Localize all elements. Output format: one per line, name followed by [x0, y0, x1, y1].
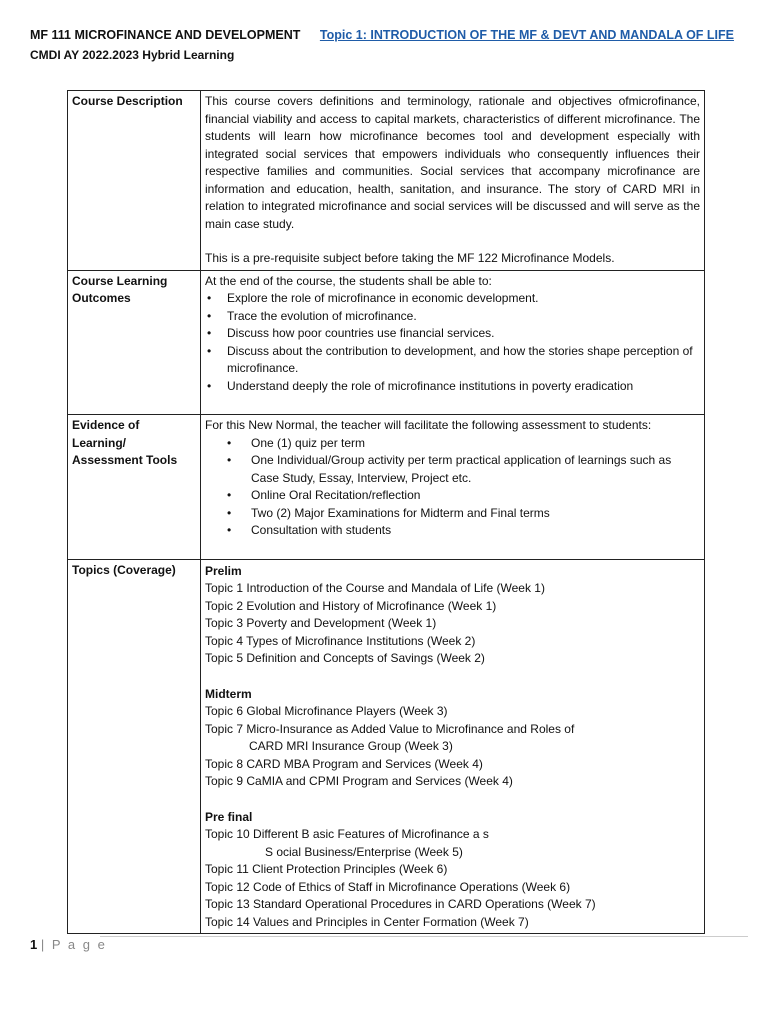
list-item: • Discuss about the contribution to development, and how the stories shape perception of microfinance.	[205, 343, 700, 378]
topic-item: Topic 12 Code of Ethics of Staff in Microfinance Operations (Week 6)	[205, 879, 571, 894]
assessment-intro: For this New Normal, the teacher will facilitate the following assessment to students:	[205, 418, 652, 432]
learning-outcomes-cell	[201, 270, 705, 415]
topic-item: Topic 13 Standard Operational Procedures in CARD Operations (Week 7)	[205, 897, 596, 911]
topic-item: Topic 5 Definition and Concepts of Savings (Week 2)	[205, 651, 485, 665]
document-header	[30, 28, 734, 62]
label-course-description: Course Description	[68, 91, 201, 271]
outcomes-intro: At the end of the course, the students shall be able to:	[205, 273, 492, 288]
prelim-heading: Prelim	[205, 563, 242, 578]
topic-item: Topic 10 Different B asic Features of Microfinance a s	[205, 827, 489, 841]
course-description-text: This course covers definitions and terminology, rationale and objectives ofmicrofinance, financial viability and access to capital markets, characteristics of different microfinance. The students will learn how microfinance becomes tool and development especially with integrated social services that empowers individuals who consequently influences their respective families and communities. Social services that accompany microfinance are information and education, health, sanitation, and insurance. The story of CARD MRI in relation to integrated microfinance and social services will be discussed and will serve as the main case study.	[205, 94, 700, 231]
list-item: • Discuss how poor countries use financial services.	[205, 325, 700, 343]
label-assessment-tools: Evidence of Learning/ Assessment Tools	[68, 415, 201, 560]
assessment-tools-cell	[201, 415, 705, 560]
topic-item: Topic 11 Client Protection Principles (Week 6)	[205, 862, 448, 876]
row-topics-coverage	[68, 559, 705, 934]
footer-divider	[100, 936, 748, 937]
label-learning-outcomes: Course Learning Outcomes	[68, 270, 201, 415]
topic-item: Topic 2 Evolution and History of Microfinance (Week 1)	[205, 598, 497, 613]
topic-item: Topic 9 CaMIA and CPMI Program and Services (Week 4)	[205, 774, 513, 788]
page-label: | P a g e	[40, 937, 107, 952]
topic-item-continued: CARD MRI Insurance Group (Week 3)	[249, 739, 453, 753]
list-item: • One Individual/Group activity per term practical application of learnings such as Case Study, Essay, Interview, Project etc.	[205, 452, 700, 487]
topic-item: Topic 4 Types of Microfinance Institutions (Week 2)	[205, 633, 476, 648]
midterm-heading: Midterm	[205, 686, 252, 701]
course-code: MF 111 MICROFINANCE AND DEVELOPMENT	[30, 28, 301, 42]
row-assessment-tools	[68, 415, 705, 560]
list-item: • Online Oral Recitation/reflection	[205, 487, 700, 505]
page-number: 1	[30, 937, 38, 952]
topic-item: Topic 8 CARD MBA Program and Services (Week 4)	[205, 756, 483, 771]
topic-item: Topic 6 Global Microfinance Players (Week 3)	[205, 704, 448, 718]
list-item: • Understand deeply the role of microfinance institutions in poverty eradication	[205, 378, 700, 396]
topic-item-continued: S ocial Business/Enterprise (Week 5)	[265, 844, 463, 859]
list-item: • One (1) quiz per term	[205, 435, 700, 453]
topic-item: Topic 3 Poverty and Development (Week 1)	[205, 616, 437, 630]
header-line	[30, 28, 734, 42]
course-description-cell	[201, 91, 705, 271]
list-item: • Explore the role of microfinance in economic development.	[205, 290, 700, 308]
list-item: • Consultation with students	[205, 522, 700, 540]
topics-cell	[201, 559, 705, 934]
row-learning-outcomes	[68, 270, 705, 415]
academic-year: CMDI AY 2022.2023 Hybrid Learning	[30, 48, 235, 62]
topic-item: Topic 14 Values and Principles in Center Formation (Week 7)	[205, 914, 529, 929]
list-item: • Trace the evolution of microfinance.	[205, 308, 700, 326]
syllabus-table	[67, 90, 705, 934]
assessment-list	[205, 435, 700, 540]
outcomes-list	[205, 290, 700, 395]
topic-title: Topic 1: INTRODUCTION OF THE MF & DEVT AND MANDALA OF LIFE	[319, 28, 734, 42]
prerequisite-note: This is a pre-requisite subject before taking the MF 122 Microfinance Models.	[205, 251, 615, 265]
label-topics-coverage: Topics (Coverage)	[68, 559, 201, 934]
prefinal-heading: Pre final	[205, 809, 253, 824]
page-footer	[30, 937, 107, 952]
row-course-description	[68, 91, 705, 271]
topic-item: Topic 7 Micro-Insurance as Added Value to Microfinance and Roles of	[205, 721, 575, 736]
topic-item: Topic 1 Introduction of the Course and Mandala of Life (Week 1)	[205, 581, 545, 595]
list-item: • Two (2) Major Examinations for Midterm and Final terms	[205, 505, 700, 523]
